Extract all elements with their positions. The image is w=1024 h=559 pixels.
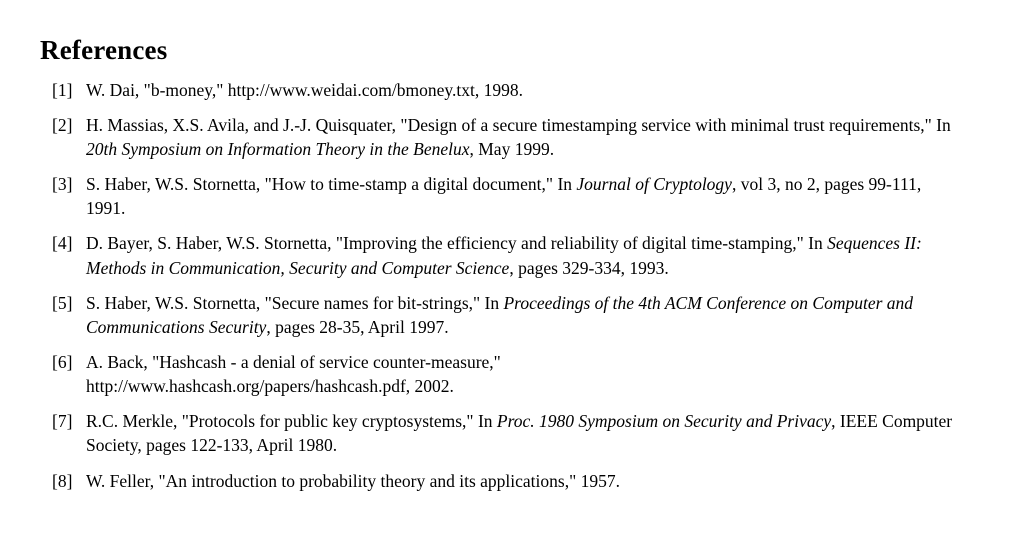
reference-entry bbox=[40, 350, 964, 398]
reference-text-segment: H. Massias, X.S. Avila, and J.-J. Quisquater, "Design of a secure timestamping service with minimal trust requirements," In bbox=[86, 114, 951, 135]
reference-number: [7] bbox=[52, 411, 73, 432]
reference-text bbox=[86, 78, 964, 102]
reference-text bbox=[86, 409, 964, 457]
reference-title-italic: Proc. 1980 Symposium on Security and Privacy bbox=[496, 411, 832, 432]
reference-text-segment: , IEEE Computer Society, pages 122-133, April 1980. bbox=[86, 411, 953, 456]
reference-text-segment: S. Haber, W.S. Stornetta, "Secure names for bit-strings," In bbox=[86, 292, 504, 313]
reference-number: [2] bbox=[52, 114, 73, 135]
reference-text bbox=[86, 172, 964, 220]
reference-entry bbox=[40, 113, 964, 161]
reference-entry bbox=[40, 78, 964, 102]
reference-number: [6] bbox=[52, 351, 73, 372]
reference-title-italic: Journal of Cryptology bbox=[576, 174, 732, 195]
reference-number: [8] bbox=[52, 470, 73, 491]
reference-text bbox=[86, 350, 964, 398]
reference-number: [5] bbox=[52, 292, 73, 313]
reference-title-italic: Proceedings of the 4th ACM Conference on Computer and Communications Security bbox=[86, 292, 914, 337]
reference-entry bbox=[40, 469, 964, 493]
reference-title-italic: Sequences II: Methods in Communication, Security and Computer Science bbox=[86, 233, 922, 278]
reference-text-segment: W. Feller, "An introduction to probability theory and its applications," 1957. bbox=[86, 470, 620, 491]
page-title: References bbox=[40, 35, 168, 65]
reference-text-segment: A. Back, "Hashcash - a denial of service counter-measure," http://www.hashcash.org/papers/hashcash.pdf, 2002. bbox=[86, 351, 501, 397]
reference-text-segment: S. Haber, W.S. Stornetta, "How to time-stamp a digital document," In bbox=[86, 174, 577, 195]
reference-number: [1] bbox=[52, 79, 73, 100]
reference-text-segment: R.C. Merkle, "Protocols for public key cryptosystems," In bbox=[86, 411, 497, 432]
reference-text bbox=[86, 113, 964, 161]
reference-title-italic: 20th Symposium on Information Theory in the Benelux bbox=[86, 138, 470, 159]
reference-text-segment: , pages 329-334, 1993. bbox=[509, 257, 669, 278]
reference-entry bbox=[40, 409, 964, 457]
reference-entry bbox=[40, 231, 964, 279]
reference-entry bbox=[40, 172, 964, 220]
reference-number: [3] bbox=[52, 174, 73, 195]
reference-text-segment: , May 1999. bbox=[469, 138, 555, 159]
reference-list bbox=[40, 78, 964, 493]
reference-text-segment: W. Dai, "b-money," http://www.weidai.com/bmoney.txt, 1998. bbox=[86, 79, 523, 100]
reference-text bbox=[86, 469, 964, 493]
reference-text-segment: , vol 3, no 2, pages 99-111, 1991. bbox=[86, 174, 922, 219]
reference-text-segment: D. Bayer, S. Haber, W.S. Stornetta, "Improving the efficiency and reliability of digital time-stamping," In bbox=[86, 233, 828, 254]
reference-text-segment: , pages 28-35, April 1997. bbox=[266, 316, 449, 337]
reference-text bbox=[86, 231, 964, 279]
reference-entry bbox=[40, 291, 964, 339]
reference-number: [4] bbox=[52, 233, 73, 254]
reference-text bbox=[86, 291, 964, 339]
